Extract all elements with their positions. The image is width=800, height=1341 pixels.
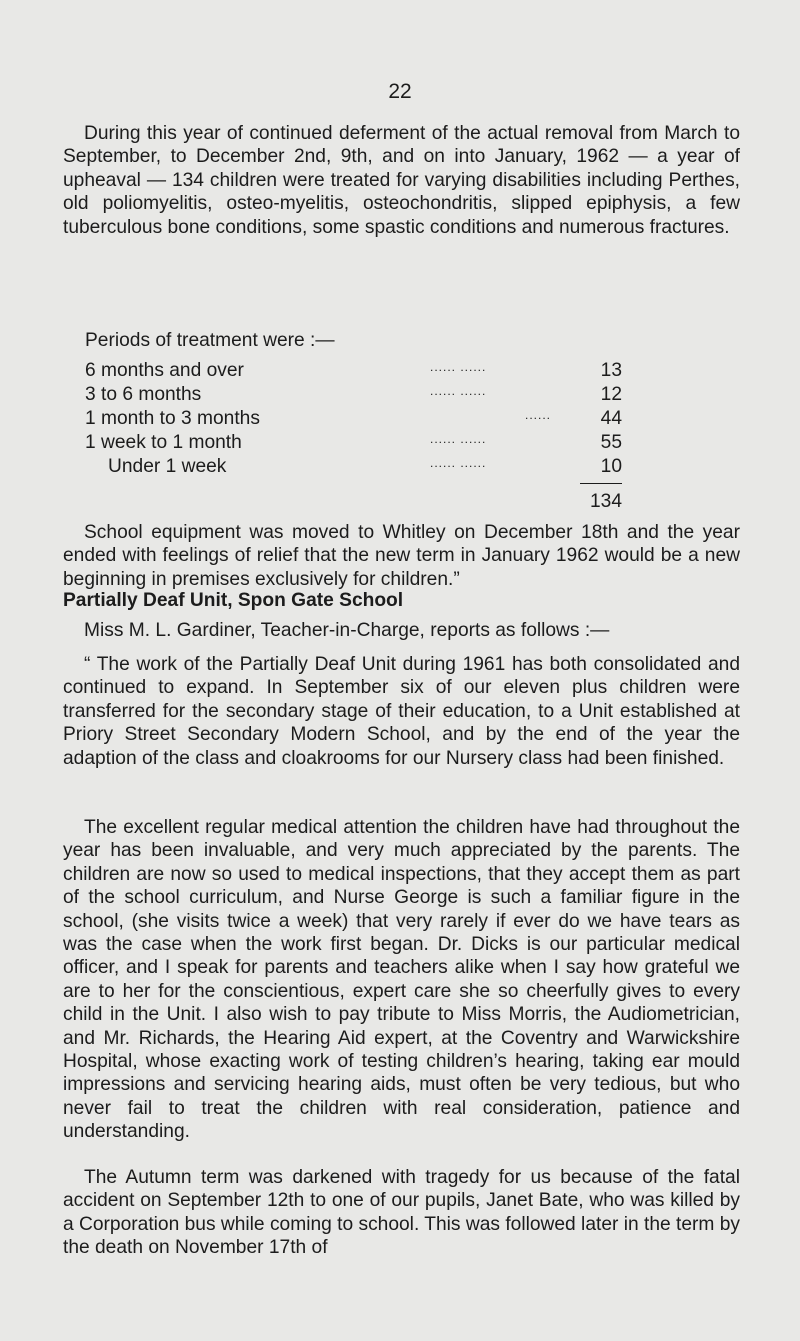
leader-dots: ...... ...... (430, 360, 487, 374)
treatment-row-value: 13 (600, 360, 622, 381)
section-heading: Partially Deaf Unit, Spon Gate School (63, 590, 404, 611)
paragraph-unit-work: “ The work of the Partially Deaf Unit during 1961 has both consolidated and continued to expand. In September six of our eleven plus children were transferred for the secondary stage of their education, to a Unit established at Priory Street Secondary Modern School, and by the end of the year the adaption of the class and cloakrooms for our Nursery class had been finished. (63, 654, 740, 769)
treatment-row-label: Under 1 week (108, 456, 227, 477)
treatment-row-value: 12 (600, 384, 622, 405)
total-rule (580, 483, 622, 484)
leader-dots: ...... ...... (430, 384, 487, 398)
page-number: 22 (388, 80, 412, 103)
leader-dots: ...... ...... (430, 432, 487, 446)
treatment-row-value: 10 (600, 456, 622, 477)
leader-dots: ...... (525, 408, 552, 422)
paragraph-autumn-term: The Autumn term was darkened with tragedy for us because of the fatal accident on September 12th to one of our pupils, Janet Bate, who was killed by a Corporation bus while coming to school. This was followed later in the term by the death on November 17th of (63, 1167, 740, 1259)
treatment-row-label: 1 week to 1 month (85, 432, 242, 453)
treatment-row-label: 6 months and over (85, 360, 244, 381)
treatment-total: 134 (589, 491, 622, 512)
treatment-row-label: 3 to 6 months (85, 384, 202, 405)
treatment-row-value: 44 (600, 408, 622, 429)
paragraph-equipment: School equipment was moved to Whitley on December 18th and the year ended with feelings of relief that the new term in January 1962 would be a new beginning in premises exclusively for children.” (63, 522, 740, 590)
treatment-intro: Periods of treatment were :— (85, 330, 335, 351)
treatment-row-label: 1 month to 3 months (85, 408, 260, 429)
paragraph-deferment: During this year of continued deferment of the actual removal from March to September, to December 2nd, 9th, and on into January, 1962 — a year of upheaval — 134 children were treated for varying disabilities including Perthes, old poliomyelitis, osteo-myelitis, osteochondritis, slipped epiphysis, a few tuberculous bone conditions, some spastic conditions and numerous fractures. (63, 123, 740, 238)
treatment-row-value: 55 (600, 432, 622, 453)
paragraph-medical-attention: The excellent regular medical attention the children have had throughout the year has been invaluable, and very much appreciated by the parents. The children are now so used to medical inspections, that they accept them as part of the school curriculum, and Nurse George is such a familiar figure in the school, (she visits twice a week) that very rarely if ever do we have tears as was the case when the work first began. Dr. Dicks is our particular medical officer, and I speak for parents and teachers alike when I say how grateful we are to her for the conscientious, expert care she so cheerfully gives to every child in the Unit. I also wish to pay tribute to Miss Morris, the Audiometrician, and Mr. Richards, the Hearing Aid expert, at the Coventry and Warwickshire Hospital, whose exacting work of testing children’s hearing, taking ear mould impressions and servicing hearing aids, must often be very tedious, but who never fail to treat the children with real consideration, patience and understanding. (63, 817, 740, 1143)
leader-dots: ...... ...... (430, 456, 487, 470)
paragraph-report-intro: Miss M. L. Gardiner, Teacher-in-Charge, reports as follows :— (84, 620, 610, 641)
